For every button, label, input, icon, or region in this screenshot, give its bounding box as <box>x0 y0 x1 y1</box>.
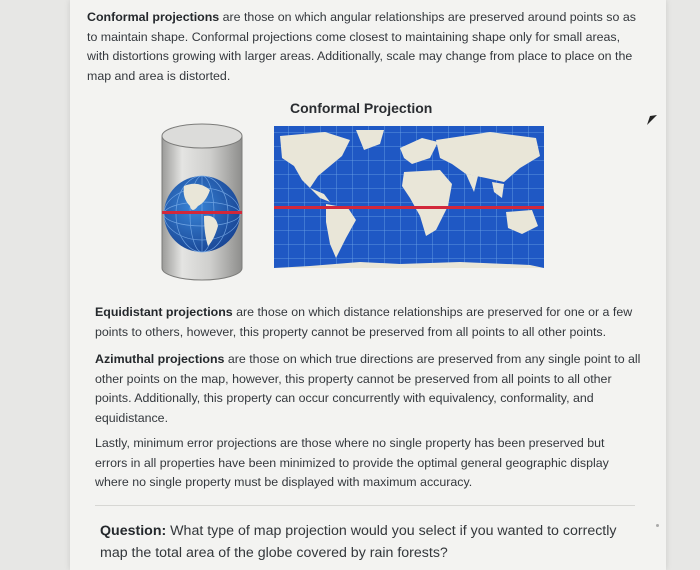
question-text: What type of map projection would you select if you wanted to correctly map the total area of the globe covered by rain forests? <box>100 523 617 561</box>
section-divider <box>95 505 635 506</box>
conformal-text: are those on which angular relationships are preserved around points so as to maintain shape. Conformal projections come closest to maintaining shape only for small areas, with distortions growing with larger areas. Additionally, scale may change from place to place on the map and area is distorted. <box>87 10 636 83</box>
question-block <box>100 520 640 564</box>
scroll-dot <box>656 524 659 527</box>
minimum-error-paragraph: Lastly, minimum error projections are those where no single property has been preserved but errors in all properties have been minimized to provide the optimal general geographic display where no single property must be displayed with maximum accuracy. <box>95 436 609 489</box>
document-page <box>70 0 666 570</box>
conformal-term: Conformal projections <box>87 10 220 24</box>
mouse-cursor-icon <box>646 112 658 126</box>
azimuthal-paragraph <box>95 350 645 428</box>
equidistant-term: Equidistant projections <box>95 305 233 319</box>
conformal-projection-figure <box>160 118 560 288</box>
conformal-paragraph <box>87 8 642 86</box>
question-label: Question: <box>100 523 167 539</box>
equidistant-text: are those on which distance relationships are preserved for one or a few points to others, however, this property cannot be preserved from all points to all other points. <box>95 305 633 339</box>
figure-title: Conformal Projection <box>290 100 433 116</box>
equidistant-paragraph <box>95 303 645 342</box>
cylindrical-map-illustration <box>274 126 544 268</box>
azimuthal-text: are those on which true directions are preserved from any single point to all other points on the map, however, this property cannot be preserved from all points to all other points. Additionally, this property can occur concurrently with equivalency, conformality, and equidistance. <box>95 352 641 425</box>
cylinder-globe-illustration <box>162 124 242 280</box>
azimuthal-term: Azimuthal projections <box>95 352 225 366</box>
